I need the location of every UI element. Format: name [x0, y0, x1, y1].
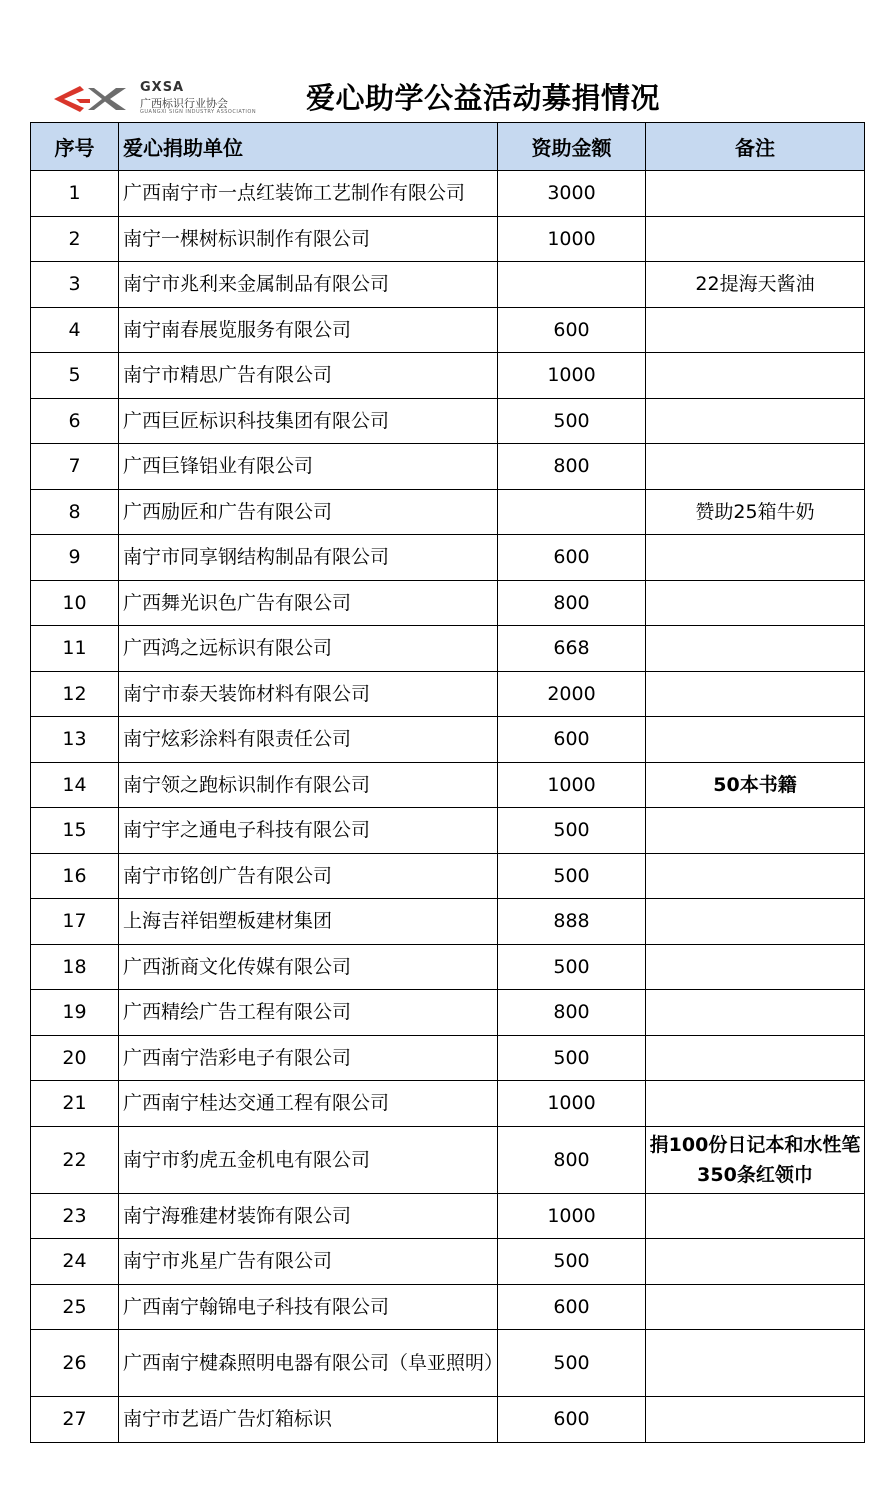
cell-no: 2 — [31, 216, 119, 262]
cell-amount: 500 — [498, 1330, 646, 1397]
cell-amount: 500 — [498, 853, 646, 899]
table-header-row — [31, 123, 865, 171]
cell-amount: 600 — [498, 717, 646, 763]
cell-amount: 800 — [498, 580, 646, 626]
cell-note — [646, 580, 865, 626]
table-row — [31, 899, 865, 945]
cell-note: 50本书籍 — [646, 762, 865, 808]
table-row — [31, 216, 865, 262]
table-row — [31, 671, 865, 717]
cell-note — [646, 808, 865, 854]
cell-donor-name: 南宁市同享钢结构制品有限公司 — [119, 535, 498, 581]
cell-no: 17 — [31, 899, 119, 945]
cell-note — [646, 1239, 865, 1285]
cell-note — [646, 398, 865, 444]
cell-donor-name: 南宁宇之通电子科技有限公司 — [119, 808, 498, 854]
cell-amount: 500 — [498, 808, 646, 854]
cell-amount: 500 — [498, 1239, 646, 1285]
table-row — [31, 1239, 865, 1285]
table-row — [31, 398, 865, 444]
table-row — [31, 853, 865, 899]
cell-no: 23 — [31, 1193, 119, 1239]
cell-note — [646, 944, 865, 990]
cell-note — [646, 1081, 865, 1127]
cell-note: 捐100份日记本和水性笔350条红领巾 — [646, 1126, 865, 1193]
cell-donor-name: 南宁海雅建材装饰有限公司 — [119, 1193, 498, 1239]
logo-cn-text: 广西标识行业协会 — [140, 97, 228, 110]
table-row — [31, 1193, 865, 1239]
cell-donor-name: 南宁市精思广告有限公司 — [119, 353, 498, 399]
cell-amount: 600 — [498, 535, 646, 581]
cell-amount: 800 — [498, 1126, 646, 1193]
cell-donor-name: 上海吉祥铝塑板建材集团 — [119, 899, 498, 945]
cell-no: 13 — [31, 717, 119, 763]
cell-no: 6 — [31, 398, 119, 444]
cell-note: 赞助25箱牛奶 — [646, 489, 865, 535]
cell-no: 20 — [31, 1035, 119, 1081]
table-row — [31, 1397, 865, 1443]
cell-no: 22 — [31, 1126, 119, 1193]
cell-no: 19 — [31, 990, 119, 1036]
cell-no: 26 — [31, 1330, 119, 1397]
table-row — [31, 262, 865, 308]
association-logo — [50, 78, 275, 118]
cell-no: 21 — [31, 1081, 119, 1127]
cell-no: 25 — [31, 1284, 119, 1330]
cell-no: 18 — [31, 944, 119, 990]
cell-donor-name: 广西精绘广告工程有限公司 — [119, 990, 498, 1036]
table-row — [31, 1126, 865, 1193]
cell-amount: 1000 — [498, 216, 646, 262]
page-title: 爱心助学公益活动募捐情况 — [306, 81, 661, 115]
cell-no: 12 — [31, 671, 119, 717]
table-row — [31, 808, 865, 854]
cell-note — [646, 990, 865, 1036]
cell-no: 4 — [31, 307, 119, 353]
table-row — [31, 1330, 865, 1397]
cell-donor-name: 广西励匠和广告有限公司 — [119, 489, 498, 535]
cell-note — [646, 307, 865, 353]
table-row — [31, 717, 865, 763]
cell-donor-name: 广西南宁楗森照明电器有限公司（阜亚照明） — [119, 1330, 498, 1397]
cell-donor-name: 南宁一棵树标识制作有限公司 — [119, 216, 498, 262]
cell-amount: 600 — [498, 1397, 646, 1443]
cell-note: 22提海天酱油 — [646, 262, 865, 308]
table-row — [31, 762, 865, 808]
cell-note — [646, 717, 865, 763]
cell-no: 1 — [31, 171, 119, 217]
cell-donor-name: 南宁市豹虎五金机电有限公司 — [119, 1126, 498, 1193]
cell-donor-name: 南宁炫彩涂料有限责任公司 — [119, 717, 498, 763]
cell-donor-name: 广西南宁浩彩电子有限公司 — [119, 1035, 498, 1081]
table-row — [31, 1035, 865, 1081]
cell-amount: 500 — [498, 398, 646, 444]
cell-note — [646, 899, 865, 945]
cell-no: 14 — [31, 762, 119, 808]
cell-donor-name: 南宁市艺语广告灯箱标识 — [119, 1397, 498, 1443]
cell-amount: 3000 — [498, 171, 646, 217]
logo-sub-text: GUANGXI SIGN INDUSTRY ASSOCIATION — [140, 109, 257, 115]
cell-no: 3 — [31, 262, 119, 308]
cell-no: 27 — [31, 1397, 119, 1443]
table-row — [31, 535, 865, 581]
cell-no: 15 — [31, 808, 119, 854]
cell-note — [646, 671, 865, 717]
cell-donor-name: 南宁市泰天装饰材料有限公司 — [119, 671, 498, 717]
col-header-name: 爱心捐助单位 — [119, 123, 498, 171]
table-row — [31, 171, 865, 217]
col-header-note: 备注 — [646, 123, 865, 171]
cell-no: 5 — [31, 353, 119, 399]
gx-logo-icon — [50, 82, 136, 116]
cell-no: 11 — [31, 626, 119, 672]
cell-donor-name: 广西巨锋铝业有限公司 — [119, 444, 498, 490]
cell-amount: 500 — [498, 944, 646, 990]
table-row — [31, 626, 865, 672]
table-row — [31, 307, 865, 353]
cell-donor-name: 广西浙商文化传媒有限公司 — [119, 944, 498, 990]
table-row — [31, 353, 865, 399]
cell-note — [646, 171, 865, 217]
cell-note — [646, 1035, 865, 1081]
cell-amount: 600 — [498, 1284, 646, 1330]
col-header-amount: 资助金额 — [498, 123, 646, 171]
cell-donor-name: 广西舞光识色广告有限公司 — [119, 580, 498, 626]
cell-amount: 1000 — [498, 1193, 646, 1239]
table-row — [31, 580, 865, 626]
cell-donor-name: 广西鸿之远标识有限公司 — [119, 626, 498, 672]
cell-donor-name: 广西南宁桂达交通工程有限公司 — [119, 1081, 498, 1127]
col-header-no: 序号 — [31, 123, 119, 171]
cell-donor-name: 南宁市铭创广告有限公司 — [119, 853, 498, 899]
cell-no: 16 — [31, 853, 119, 899]
cell-no: 7 — [31, 444, 119, 490]
cell-amount: 600 — [498, 307, 646, 353]
cell-no: 10 — [31, 580, 119, 626]
logo-en-text: GXSA — [140, 80, 185, 95]
cell-note — [646, 535, 865, 581]
cell-amount: 500 — [498, 1035, 646, 1081]
table-body — [31, 171, 865, 1443]
cell-note — [646, 353, 865, 399]
cell-amount — [498, 262, 646, 308]
cell-donor-name: 广西南宁翰锦电子科技有限公司 — [119, 1284, 498, 1330]
cell-note — [646, 1330, 865, 1397]
cell-note — [646, 444, 865, 490]
cell-amount — [498, 489, 646, 535]
cell-donor-name: 广西巨匠标识科技集团有限公司 — [119, 398, 498, 444]
cell-amount: 1000 — [498, 762, 646, 808]
table-row — [31, 489, 865, 535]
cell-amount: 888 — [498, 899, 646, 945]
cell-donor-name: 广西南宁市一点红装饰工艺制作有限公司 — [119, 171, 498, 217]
cell-note — [646, 626, 865, 672]
cell-donor-name: 南宁市兆星广告有限公司 — [119, 1239, 498, 1285]
cell-amount: 2000 — [498, 671, 646, 717]
cell-donor-name: 南宁领之跑标识制作有限公司 — [119, 762, 498, 808]
table-row — [31, 1284, 865, 1330]
cell-note — [646, 1284, 865, 1330]
cell-no: 24 — [31, 1239, 119, 1285]
cell-note — [646, 216, 865, 262]
cell-note — [646, 853, 865, 899]
cell-donor-name: 南宁市兆利来金属制品有限公司 — [119, 262, 498, 308]
table-row — [31, 990, 865, 1036]
table-row — [31, 444, 865, 490]
cell-no: 8 — [31, 489, 119, 535]
cell-note — [646, 1193, 865, 1239]
page-header — [0, 70, 872, 122]
cell-amount: 1000 — [498, 353, 646, 399]
table-row — [31, 944, 865, 990]
cell-amount: 668 — [498, 626, 646, 672]
cell-note — [646, 1397, 865, 1443]
table-row — [31, 1081, 865, 1127]
cell-amount: 1000 — [498, 1081, 646, 1127]
cell-donor-name: 南宁南春展览服务有限公司 — [119, 307, 498, 353]
cell-no: 9 — [31, 535, 119, 581]
donation-table — [30, 122, 865, 1443]
cell-amount: 800 — [498, 444, 646, 490]
cell-amount: 800 — [498, 990, 646, 1036]
